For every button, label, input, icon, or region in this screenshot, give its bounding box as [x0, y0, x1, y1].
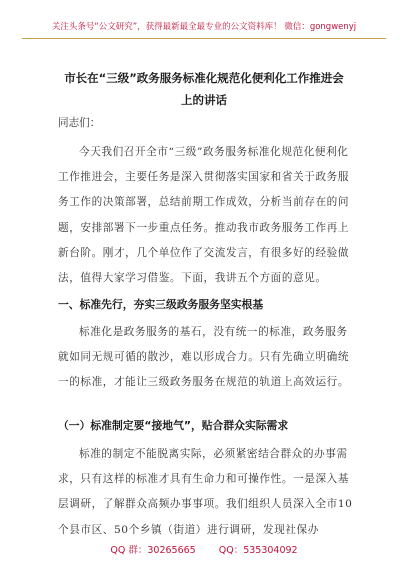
footer-qq-group: QQ 群：30265665 — [110, 545, 196, 556]
subsection-heading-1: （一）标准制定要“接地气”，贴合群众实际需求 — [58, 419, 289, 432]
paragraph-standard-making: 标准的制定不能脱离实际，必须紧密结合群众的办事需求，只有这样的标准才具有生命力和可操作性。一是深入基层调研，了解群众高频办事事项。我们组织人员深入全市10个县市区、50个乡镇（街道）进行调研，发现社保办 — [58, 448, 353, 536]
paragraph-intro: 今天我们召开全市“三级”政务服务标准化规范化便利化工作推进会，主要任务是深入贯彻落实国家和省关于政务服务工作的决策部署，总结前期工作成效，分析当前存在的问题，安排部署下一步重点任务。推动我市政务服务工作再上新台阶。刚才，几个单位作了交流发言，有很多好的经验做法，值得大家学习借鉴。下面，我讲五个方面的意见。 — [58, 146, 350, 285]
footer-contact — [0, 542, 408, 556]
document-title-line2: 上的讲话 — [181, 93, 227, 107]
header-divider — [22, 38, 386, 39]
document-title-line1: 市长在“三级”政务服务标准化规范化便利化工作推进会 — [64, 71, 344, 85]
salutation: 同志们： — [58, 117, 101, 129]
footer-qq: QQ：535304092 — [218, 545, 298, 556]
paragraph-standardization: 标准化是政务服务的基石，没有统一的标准，政务服务就如同无规可循的散沙，难以形成合力。只有先确立明确统一的标准，才能让三级政务服务在规范的轨道上高效运行。 — [58, 326, 350, 389]
header-note: 关注头条号“公文研究”，获得最新最全最专业的公文资料库！ 微信：gongwenyj — [51, 22, 357, 32]
section-heading-1: 一、标准先行，夯实三级政务服务坚实根基 — [58, 298, 264, 311]
